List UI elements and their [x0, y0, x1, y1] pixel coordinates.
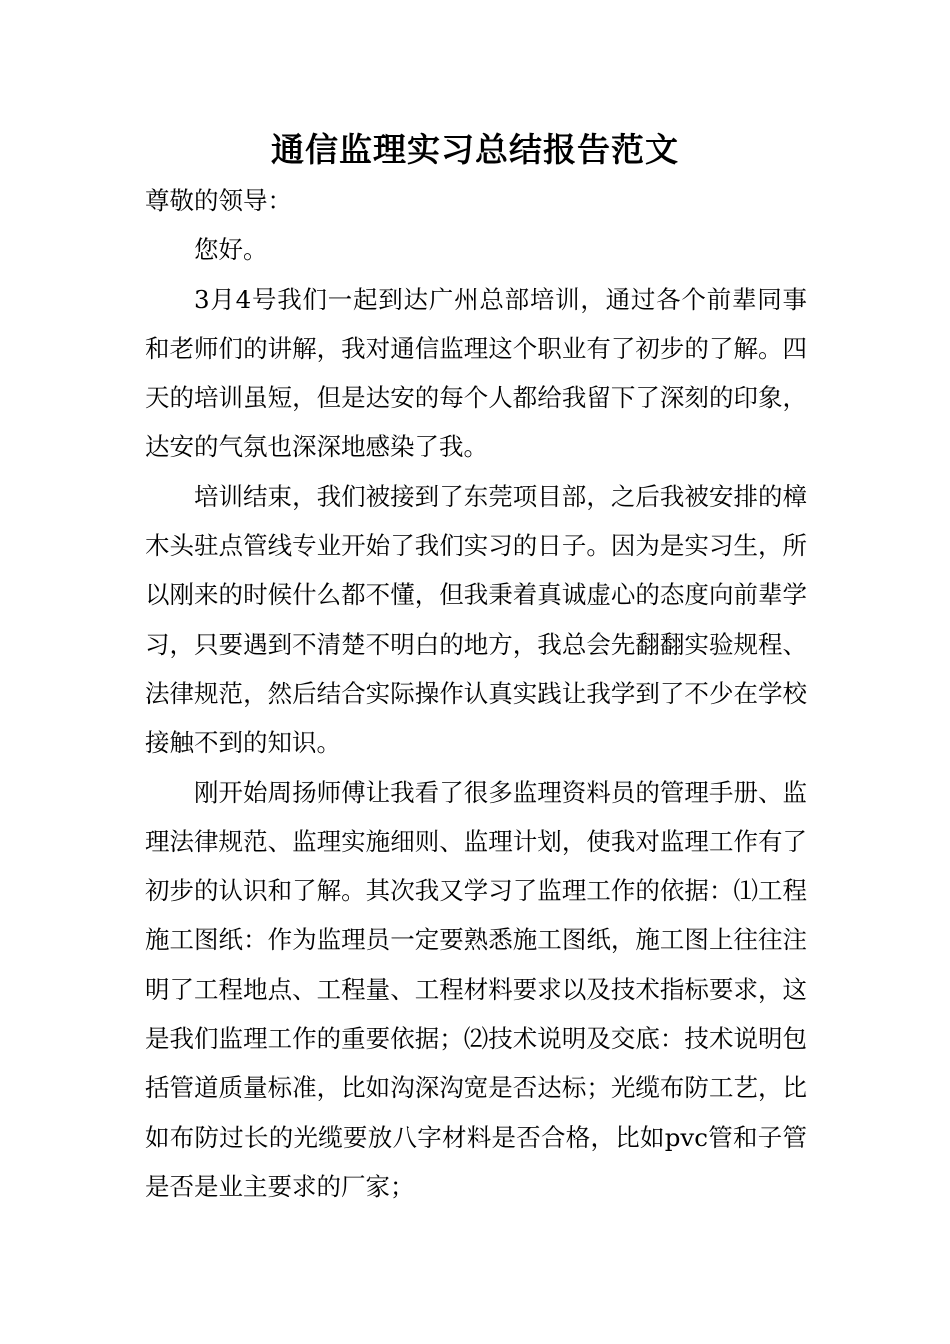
- paragraph-training: 3月4号我们一起到达广州总部培训，通过各个前辈同事和老师们的讲解，我对通信监理这个职业有了初步的了解。四天的培训虽短，但是达安的每个人都给我留下了深刻的印象，达安的气氛也深深地感染了我。: [145, 284, 807, 462]
- paragraph-internship: 培训结束，我们被接到了东莞项目部，之后我被安排的樟木头驻点管线专业开始了我们实习的日子。因为是实习生，所以刚来的时候什么都不懂，但我秉着真诚虚心的态度向前辈学习，只要遇到不清楚不明白的地方，我总会先翻翻实验规程、法律规范，然后结合实际操作认真实践让我学到了不少在学校接触不到的知识。: [145, 481, 807, 758]
- salutation: 尊敬的领导：: [145, 186, 292, 215]
- paragraph-greeting: 您好。: [194, 235, 268, 265]
- document-title: 通信监理实习总结报告范文: [271, 130, 679, 169]
- document-body: [145, 176, 807, 1211]
- paragraph-supervision-basis: 刚开始周扬师傅让我看了很多监理资料员的管理手册、监理法律规范、监理实施细则、监理计划，使我对监理工作有了初步的认识和了解。其次我又学习了监理工作的依据：⑴工程施工图纸：作为监理员一定要熟悉施工图纸，施工图上往往注明了工程地点、工程量、工程材料要求以及技术指标要求，这是我们监理工作的重要依据；⑵技术说明及交底：技术说明包括管道质量标准，比如沟深沟宽是否达标；光缆布防工艺，比如布防过长的光缆要放八字材料是否合格，比如pvc管和子管是否是业主要求的厂家；: [145, 777, 807, 1201]
